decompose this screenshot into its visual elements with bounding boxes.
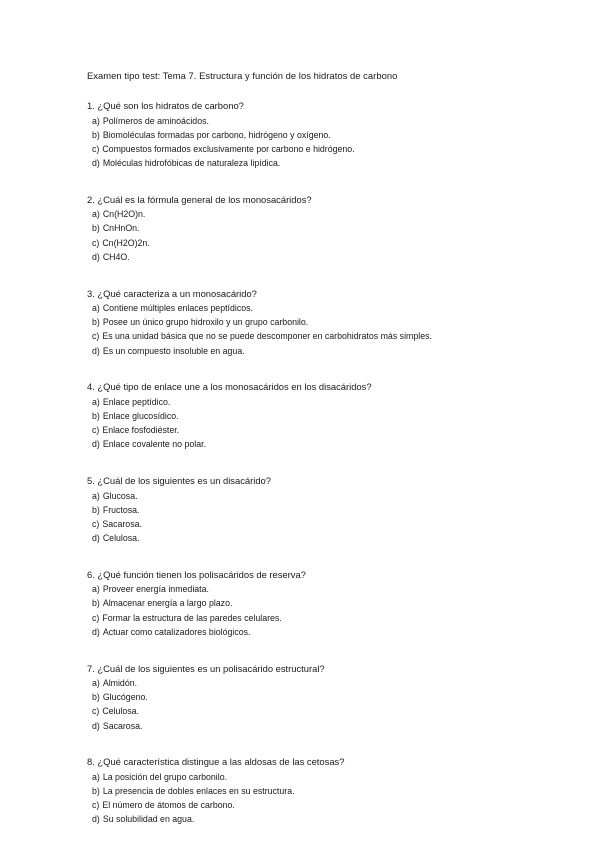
answer-option [87, 583, 567, 597]
answer-option [87, 438, 567, 452]
answer-option [87, 424, 567, 438]
question-8 [87, 756, 567, 827]
option-letter: d) [92, 533, 100, 544]
answer-option [87, 410, 567, 424]
option-letter: b) [92, 410, 100, 421]
option-letter: b) [92, 317, 100, 328]
option-text: Enlace glucosídico. [102, 410, 179, 421]
option-text: La presencia de dobles enlaces en su estructura. [102, 785, 295, 796]
option-letter: a) [92, 115, 100, 126]
option-letter: b) [92, 692, 100, 703]
option-text: CnHnOn. [102, 223, 140, 234]
option-text: Actuar como catalizadores biológicos. [102, 626, 251, 637]
option-text: CH4O. [102, 251, 130, 262]
option-text: Sacarosa. [102, 518, 142, 529]
answer-option [87, 677, 567, 691]
option-letter: b) [92, 785, 100, 796]
option-text: Sacarosa. [102, 720, 143, 731]
option-text: Es una unidad básica que no se puede descomponer en carbohidratos más simples. [102, 331, 432, 342]
answer-option [87, 129, 567, 143]
answer-option [87, 813, 567, 827]
answer-option [87, 115, 567, 129]
option-letter: c) [92, 800, 100, 811]
option-text: Glucosa. [102, 490, 138, 501]
option-letter: c) [92, 612, 100, 623]
answer-option [87, 626, 567, 640]
question-7 [87, 663, 567, 734]
answer-option [87, 222, 567, 236]
option-text: El número de átomos de carbono. [102, 800, 235, 811]
answer-option [87, 345, 567, 359]
question-text: 4. ¿Qué tipo de enlace une a los monosacáridos en los disacáridos? [87, 381, 372, 393]
answer-option [87, 143, 567, 157]
option-text: Proveer energía inmediata. [102, 584, 209, 595]
option-text: Cn(H2O)n. [102, 209, 146, 220]
option-letter: d) [92, 251, 100, 262]
answer-option [87, 302, 567, 316]
answer-option [87, 251, 567, 265]
option-text: Compuestos formados exclusivamente por carbono e hidrógeno. [102, 143, 355, 154]
answer-option [87, 612, 567, 626]
option-text: Moléculas hidrofóbicas de naturaleza lipídica. [102, 158, 281, 169]
question-text: 7. ¿Cuál de los siguientes es un polisacárido estructural? [87, 662, 325, 674]
option-letter: a) [92, 209, 100, 220]
option-text: Almacenar energía a largo plazo. [102, 598, 233, 609]
option-text: Su solubilidad en agua. [102, 814, 195, 825]
option-text: Es un compuesto insoluble en agua. [102, 345, 245, 356]
answer-option [87, 330, 567, 344]
answer-option [87, 705, 567, 719]
question-text: 5. ¿Cuál de los siguientes es un disacárido? [87, 475, 271, 486]
answer-option [87, 208, 567, 222]
answer-option [87, 597, 567, 611]
answer-option [87, 532, 567, 546]
question-2 [87, 194, 567, 265]
question-5 [87, 475, 567, 546]
option-text: Glucógeno. [102, 692, 148, 703]
option-letter: c) [92, 237, 100, 248]
option-text: Celulosa. [102, 706, 140, 717]
option-letter: b) [92, 598, 100, 609]
answer-option [87, 490, 567, 504]
option-letter: c) [92, 518, 100, 529]
option-text: Posee un único grupo hidroxilo y un grupo carbonilo. [102, 317, 309, 328]
question-text: 6. ¿Qué función tienen los polisacáridos de reserva? [87, 568, 306, 580]
option-text: Enlace fosfodiéster. [102, 425, 180, 436]
question-6 [87, 569, 567, 640]
question-1 [87, 100, 567, 171]
option-text: Biomoléculas formadas por carbono, hidrógeno y oxígeno. [102, 129, 331, 140]
answer-option [87, 799, 567, 813]
answer-option [87, 157, 567, 171]
answer-option [87, 785, 567, 799]
answer-option [87, 396, 567, 410]
answer-option [87, 518, 567, 532]
option-text: La posición del grupo carbonilo. [102, 771, 228, 782]
option-letter: a) [92, 396, 100, 407]
question-text: 1. ¿Qué son los hidratos de carbono? [87, 100, 244, 111]
answer-option [87, 504, 567, 518]
option-letter: a) [92, 678, 100, 688]
question-text: 8. ¿Qué característica distingue a las aldosas de las cetosas? [87, 756, 345, 768]
option-letter: a) [92, 584, 100, 595]
option-letter: a) [92, 771, 100, 782]
option-letter: d) [92, 626, 100, 637]
answer-option [87, 316, 567, 330]
option-letter: c) [92, 425, 100, 436]
question-3 [87, 288, 567, 359]
answer-option [87, 720, 567, 734]
option-letter: c) [92, 706, 100, 717]
option-text: Fructosa. [102, 504, 140, 515]
option-letter: c) [92, 331, 100, 342]
question-4 [87, 381, 567, 452]
document-title: Examen tipo test: Tema 7. Estructura y función de los hidratos de carbono [87, 70, 398, 81]
answer-option [87, 771, 567, 785]
question-text: 2. ¿Cuál es la fórmula general de los monosacáridos? [87, 193, 312, 205]
question-list [87, 100, 567, 850]
option-text: Contiene múltiples enlaces peptídicos. [102, 303, 253, 313]
option-text: Formar la estructura de las paredes celulares. [102, 612, 282, 623]
option-text: Almidón. [102, 678, 138, 688]
option-letter: d) [92, 158, 100, 169]
option-letter: a) [92, 303, 100, 313]
option-text: Polímeros de aminoácidos. [102, 115, 209, 126]
option-letter: b) [92, 223, 100, 234]
answer-option [87, 237, 567, 251]
option-text: Enlace covalente no polar. [102, 439, 207, 450]
option-text: Cn(H2O)2n. [102, 237, 150, 248]
option-letter: d) [92, 720, 100, 731]
option-letter: c) [92, 143, 100, 154]
option-letter: d) [92, 814, 100, 825]
answer-option [87, 691, 567, 705]
option-letter: b) [92, 129, 100, 140]
question-text: 3. ¿Qué caracteriza a un monosacárido? [87, 287, 257, 299]
option-letter: a) [92, 490, 100, 501]
option-text: Celulosa. [102, 533, 140, 544]
option-letter: b) [92, 504, 100, 515]
option-letter: d) [92, 439, 100, 450]
option-text: Enlace peptídico. [102, 396, 171, 407]
option-letter: d) [92, 345, 100, 356]
